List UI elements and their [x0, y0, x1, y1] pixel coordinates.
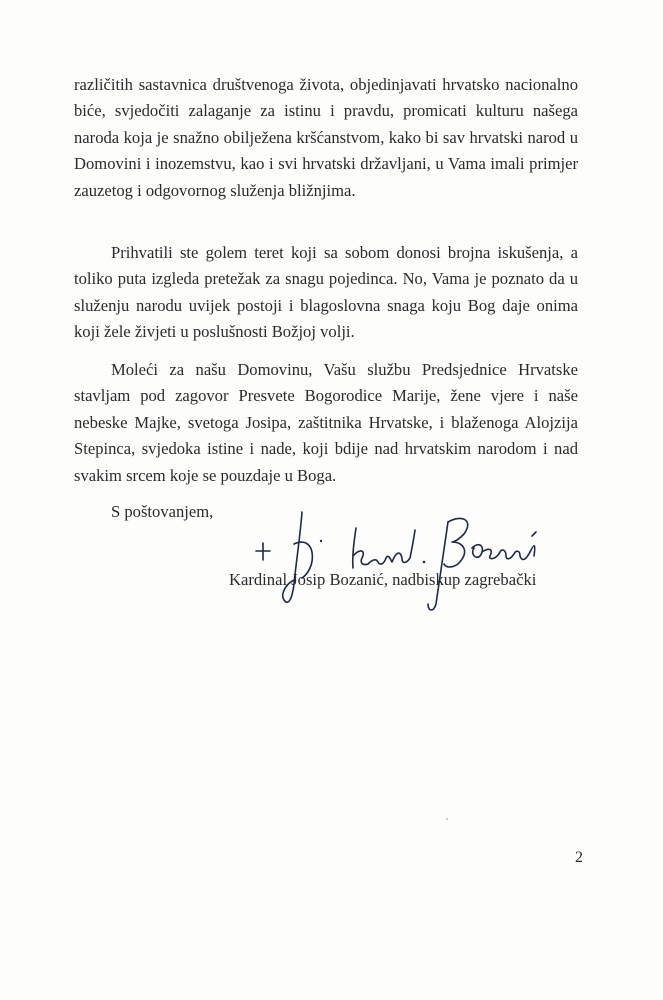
paper-speck: [446, 818, 448, 820]
letter-paragraph-3: Moleći za našu Domovinu, Vašu službu Predsjednice Hrvatske stavljam pod zagovor Presvete Bogorodice Marije, žene vjere i naše nebeske Majke, svetoga Josipa, zaštitnika Hrvatske, i blaženoga Alojzija Stepinca, svjedoka istine i nade, koji bdije nad hrvatskim narodom i nad svakim srcem koje se pouzdaje u Boga.: [74, 360, 578, 485]
handwritten-signature: [250, 508, 540, 618]
page-number: 2: [575, 849, 583, 866]
signatory-name: Kardinal Josip Bozanić, nadbiskup zagrebački: [229, 570, 537, 589]
letter-paragraph-2: Prihvatili ste golem teret koji sa sobom donosi brojna iskušenja, a toliko puta izgleda pretežak za snagu pojedinca. No, Vama je poznato da u služenju narodu uvijek postoji i blagoslovna snaga koju Bog daje onima koji žele živjeti u poslušnosti Božjoj volji.: [74, 243, 578, 342]
letter-paragraph-1: različitih sastavnica društvenoga života, objedinjavati hrvatsko nacionalno biće, svjedočiti zalaganje za istinu i pravdu, promicati kulturu našega naroda koja je snažno obilježena kršćanstvom, kako bi sav hrvatski narod u Domovini i inozemstvu, kao i svi hrvatski državljani, u Vama imali primjer zauzetog i odgovornog služenja bližnjima.: [74, 75, 578, 200]
letter-closing: S poštovanjem,: [111, 502, 214, 521]
